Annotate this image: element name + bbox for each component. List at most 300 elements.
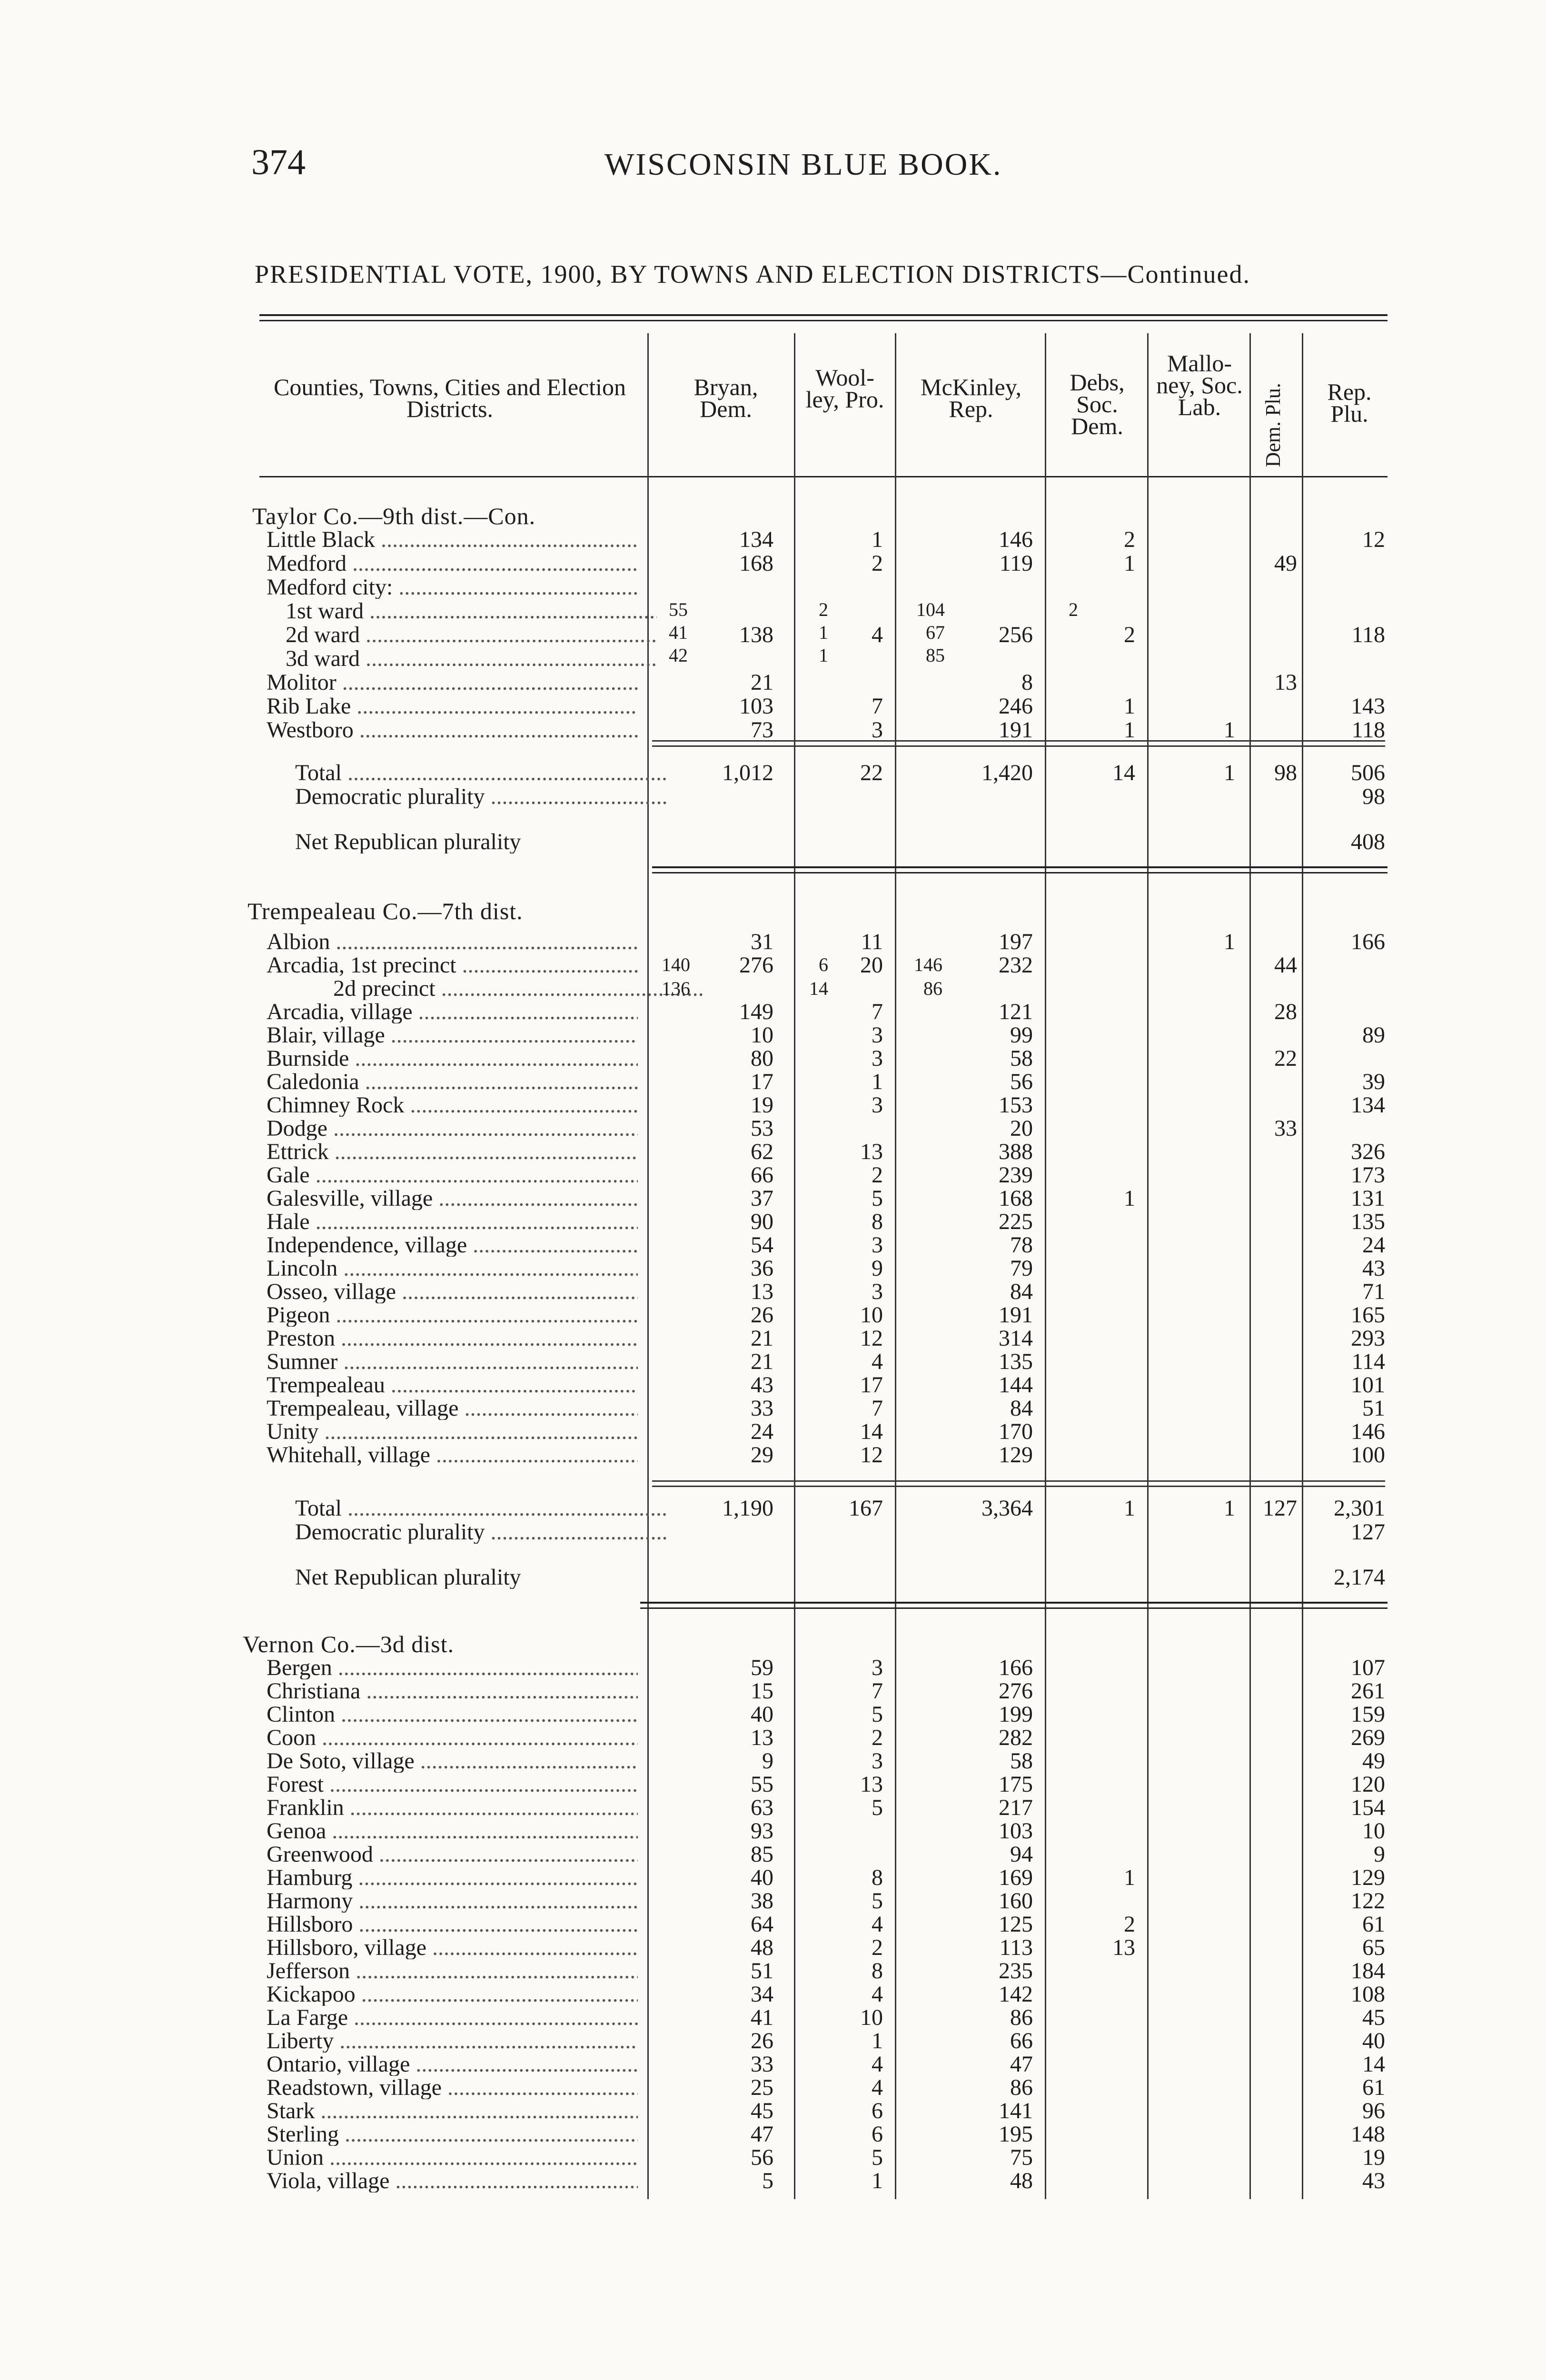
cell-mck: 170 [999,1419,1033,1444]
cell-bryan: 54 [751,1232,773,1258]
row-label: Arcadia, 1st precinct ..... [267,954,638,977]
cell-rep: 154 [1351,1795,1385,1820]
cell-rep: 159 [1351,1702,1385,1727]
cell-bryan: 25 [751,2075,773,2100]
section-rule [640,1607,1387,1609]
table-row [0,695,1546,718]
cell-rep: 261 [1351,1678,1385,1704]
cell-bryan: 47 [751,2122,773,2147]
table-row [0,954,1546,977]
cell-dem: 28 [1274,999,1297,1024]
cell-mck: 84 [1010,1396,1033,1421]
cell-bryan: 55 [751,1772,773,1797]
table-subtitle: PRESIDENTIAL VOTE, 1900, BY TOWNS AND ELECTION DISTRICTS—Continued. [255,260,1250,288]
total-label: Total ..... [295,762,666,784]
cell-wool: 7 [872,694,883,719]
row-label: Blair, village ..... [267,1024,638,1047]
table-row [0,762,1546,784]
header-rep: Rep. Plu. [1327,378,1372,427]
cell-bryan: 62 [751,1139,773,1164]
table-row [0,552,1546,575]
cell-rep: 293 [1351,1326,1385,1351]
cell-mck: 388 [999,1139,1033,1164]
table-row [0,1420,1546,1443]
row-label: Whitehall, village ..... [267,1444,638,1467]
dem-plurality-label: Democratic plurality ..... [295,1521,666,1544]
cell-rep: 166 [1351,929,1385,954]
cell-wool: 20 [860,952,883,978]
cell-rep: 43 [1362,1256,1385,1281]
cell-wool: 12 [860,1442,883,1468]
row-label: Rib Lake ..... [267,695,638,718]
cell-rep: 269 [1351,1725,1385,1750]
table-row [0,831,1546,853]
cell-wool: 5 [872,1795,883,1820]
cell-wool: 4 [872,2075,883,2100]
cell-bryan: 21 [751,1326,773,1351]
sub-bryan-3: 42 [669,645,688,666]
cell-wool: 4 [872,2052,883,2077]
cell-wool: 3 [872,717,883,743]
table-row [0,600,1546,623]
cell-mck: 94 [1010,1842,1033,1867]
table-row [0,1001,1546,1023]
cell-bryan: 13 [751,1725,773,1750]
header-bryan: Bryan, Dem. [694,374,758,422]
cell-debs: 2 [1124,622,1135,647]
row-label: Medford ..... [267,552,638,575]
row-label: Galesville, village ..... [267,1187,638,1210]
row-label: 2d precinct ..... [333,977,704,1000]
row-label: Osseo, village ..... [267,1280,638,1303]
section-title-vernon: Vernon Co.—3d dist. [243,1631,454,1657]
cell-rep: 118 [1351,622,1385,647]
cell-wool: 13 [860,1139,883,1164]
net-rep: 408 [1351,829,1385,854]
table-row [0,576,1546,599]
cell-mck: 225 [999,1209,1033,1234]
row-label: Arcadia, village ..... [267,1001,638,1023]
sub-wool-1: 6 [819,954,828,975]
cell-rep: 19 [1362,2145,1385,2170]
cell-wool: 4 [872,1982,883,2007]
cell-rep: 135 [1351,1209,1385,1234]
table-row [0,1656,1546,1679]
cell-mck: 195 [999,2122,1033,2147]
cell-wool: 6 [872,2122,883,2147]
dem-plurality-rep: 127 [1351,1519,1385,1545]
cell-rep: 134 [1351,1092,1385,1118]
table-row [0,2100,1546,2122]
cell-debs: 13 [1112,1935,1135,1960]
cell-bryan: 64 [751,1912,773,1937]
cell-bryan: 26 [751,1302,773,1328]
total-dem: 98 [1274,760,1297,785]
cell-wool: 3 [872,1748,883,1774]
table-row [0,1497,1546,1520]
table-row [0,1164,1546,1187]
table-row [0,1187,1546,1210]
row-label: Little Black ..... [267,528,638,551]
table-row [0,1521,1546,1544]
section-rule [640,1602,1387,1604]
net-label: Net Republican plurality [295,1566,521,1589]
row-label: Independence, village ..... [267,1234,638,1257]
table-row [0,1280,1546,1303]
cell-wool: 2 [872,551,883,576]
sub-wool-2: 1 [819,622,828,643]
cell-debs: 1 [1124,551,1135,576]
cell-mck: 276 [999,1678,1033,1704]
net-rep: 2,174 [1334,1565,1385,1590]
cell-mck: 191 [999,1302,1033,1328]
cell-bryan: 134 [739,527,773,552]
cell-mck: 199 [999,1702,1033,1727]
total-mall: 1 [1224,760,1235,785]
cell-bryan: 48 [751,1935,773,1960]
row-label: Bergen ..... [267,1656,638,1679]
cell-mck: 256 [999,622,1033,647]
cell-dem: 44 [1274,952,1297,978]
cell-mall: 1 [1224,929,1235,954]
header-name: Counties, Towns, Cities and Election Districts. [274,374,626,422]
row-label: De Soto, village ..... [267,1750,638,1773]
cell-debs: 1 [1124,1865,1135,1890]
cell-wool: 5 [872,2145,883,2170]
cell-bryan: 38 [751,1888,773,1914]
sub-mck-1: 146 [914,954,942,975]
row-label: 1st ward ..... [286,600,657,623]
total-mck: 3,364 [981,1496,1033,1521]
total-rep: 506 [1351,760,1385,785]
cell-mck: 58 [1010,1748,1033,1774]
cell-bryan: 63 [751,1795,773,1820]
row-label: Ontario, village ..... [267,2053,638,2076]
cell-mck: 20 [1010,1116,1033,1141]
cell-rep: 120 [1351,1772,1385,1797]
cell-bryan: 40 [751,1702,773,1727]
table-row [0,1913,1546,1936]
cell-rep: 101 [1351,1372,1385,1398]
table-row [0,1820,1546,1843]
cell-bryan: 26 [751,2028,773,2053]
cell-debs: 1 [1124,694,1135,719]
table-row [0,1983,1546,2006]
cell-wool: 3 [872,1279,883,1304]
cell-bryan: 56 [751,2145,773,2170]
row-label: Forest ..... [267,1773,638,1796]
cell-wool: 2 [872,1725,883,1750]
row-label: Trempealeau, village ..... [267,1397,638,1420]
table-row [0,1140,1546,1163]
table-row [0,1726,1546,1749]
header-wool: Wool-ley, Pro. [805,364,884,413]
cell-mck: 135 [999,1349,1033,1374]
cell-rep: 45 [1362,2005,1385,2030]
row-label: Coon ..... [267,1726,638,1749]
cell-mck: 48 [1010,2168,1033,2193]
cell-mck: 232 [999,952,1033,978]
cell-wool: 4 [872,1349,883,1374]
cell-dem: 33 [1274,1116,1297,1141]
row-label: Chimney Rock ..... [267,1094,638,1117]
cell-mck: 142 [999,1982,1033,2007]
cell-rep: 24 [1362,1232,1385,1258]
cell-mck: 191 [999,717,1033,743]
cell-bryan: 10 [751,1022,773,1048]
table-row [0,1960,1546,1983]
cell-bryan: 17 [751,1069,773,1094]
total-rep: 2,301 [1334,1496,1385,1521]
cell-debs: 1 [1124,1186,1135,1211]
table-row [0,1866,1546,1889]
table-row [0,1773,1546,1796]
total-mck: 1,420 [981,760,1033,785]
sub-mck-2: 86 [923,978,942,999]
cell-wool: 3 [872,1655,883,1680]
cell-wool: 10 [860,2005,883,2030]
cell-bryan: 29 [751,1442,773,1468]
table-row [0,1350,1546,1373]
header-rule-top-2 [259,320,1387,321]
row-label: Molitor ..... [267,671,638,694]
row-label: Harmony ..... [267,1890,638,1913]
cell-mck: 99 [1010,1022,1033,1048]
table-row [0,1374,1546,1397]
total-dem: 127 [1263,1496,1297,1521]
row-label: Jefferson ..... [267,1960,638,1983]
table-row [0,1703,1546,1726]
row-label: Caledonia ..... [267,1071,638,1093]
cell-mck: 56 [1010,1069,1033,1094]
cell-bryan: 66 [751,1162,773,1188]
table-row [0,528,1546,551]
row-label: Hillsboro ..... [267,1913,638,1936]
cell-mck: 197 [999,929,1033,954]
total-mall: 1 [1224,1496,1235,1521]
row-label: Lincoln ..... [267,1257,638,1280]
total-wool: 22 [860,760,883,785]
book-title: WISCONSIN BLUE BOOK. [605,147,1002,182]
table-row [0,1890,1546,1913]
cell-mck: 58 [1010,1046,1033,1071]
table-row [0,2146,1546,2169]
sub-bryan-2: 136 [662,978,690,999]
row-label: Greenwood ..... [267,1843,638,1866]
table-row [0,2076,1546,2099]
cell-debs: 2 [1124,1912,1135,1937]
row-label: Hamburg ..... [267,1866,638,1889]
cell-wool: 6 [872,2098,883,2123]
table-row [0,1680,1546,1703]
cell-bryan: 13 [751,1279,773,1304]
page-number: 374 [251,142,306,182]
cell-wool: 5 [872,1702,883,1727]
cell-wool: 2 [872,1935,883,1960]
cell-rep: 118 [1351,717,1385,743]
cell-mck: 146 [999,527,1033,552]
table-row [0,1444,1546,1467]
cell-wool: 1 [872,527,883,552]
cell-wool: 8 [872,1865,883,1890]
cell-bryan: 24 [751,1419,773,1444]
cell-rep: 65 [1362,1935,1385,1960]
cell-rep: 148 [1351,2122,1385,2147]
section-rule [652,866,1387,868]
table-row [0,1117,1546,1140]
section-title-trempealeau: Trempealeau Co.—7th dist. [248,898,523,924]
table-row [0,1750,1546,1773]
cell-rep: 61 [1362,2075,1385,2100]
sub-wool-1: 2 [819,599,828,620]
row-label: 2d ward ..... [286,624,657,646]
cell-rep: 146 [1351,1419,1385,1444]
table-row [0,671,1546,694]
table-row [0,785,1546,808]
cell-mck: 141 [999,2098,1033,2123]
cell-rep: 71 [1362,1279,1385,1304]
row-label: Union ..... [267,2146,638,2169]
table-row [0,2123,1546,2146]
cell-wool: 3 [872,1232,883,1258]
cell-mck: 121 [999,999,1033,1024]
table-row [0,1047,1546,1070]
row-label: Gale ..... [267,1164,638,1187]
cell-bryan: 59 [751,1655,773,1680]
dem-plurality-rep: 98 [1362,784,1385,809]
cell-rep: 39 [1362,1069,1385,1094]
total-bryan: 1,012 [722,760,773,785]
cell-rep: 49 [1362,1748,1385,1774]
cell-mck: 175 [999,1772,1033,1797]
row-label: La Farge ..... [267,2006,638,2029]
sub-mck-3: 85 [926,645,945,666]
table-row [0,2170,1546,2192]
row-label: Ettrick ..... [267,1140,638,1163]
row-label: Westboro ..... [267,719,638,742]
table-row [0,1257,1546,1280]
cell-bryan: 41 [751,2005,773,2030]
cell-mck: 47 [1010,2052,1033,2077]
cell-mck: 125 [999,1912,1033,1937]
cell-bryan: 21 [751,670,773,695]
row-label: Trempealeau ..... [267,1374,638,1397]
cell-rep: 114 [1351,1349,1385,1374]
cell-mck: 103 [999,1818,1033,1844]
cell-rep: 89 [1362,1022,1385,1048]
header-rule-top [259,314,1387,316]
row-label: Readstown, village ..... [267,2076,638,2099]
cell-bryan: 168 [739,551,773,576]
row-label: 3d ward ..... [286,647,657,670]
cell-mck: 160 [999,1888,1033,1914]
cell-mck: 84 [1010,1279,1033,1304]
cell-rep: 10 [1362,1818,1385,1844]
total-bryan: 1,190 [722,1496,773,1521]
table-row [0,624,1546,646]
cell-mck: 314 [999,1326,1033,1351]
table-row [0,1327,1546,1350]
cell-rep: 40 [1362,2028,1385,2053]
cell-bryan: 53 [751,1116,773,1141]
cell-wool: 1 [872,1069,883,1094]
cell-mck: 79 [1010,1256,1033,1281]
cell-mck: 75 [1010,2145,1033,2170]
cell-bryan: 73 [751,717,773,743]
row-label: Albion ..... [267,931,638,953]
cell-mck: 235 [999,1958,1033,1983]
sub-debs-1: 2 [1069,599,1078,620]
cell-bryan: 5 [762,2168,773,2193]
dem-plurality-label: Democratic plurality ..... [295,785,666,808]
cell-wool: 7 [872,1396,883,1421]
cell-rep: 131 [1351,1186,1385,1211]
total-rule [652,740,1385,747]
cell-mck: 239 [999,1162,1033,1188]
cell-wool: 10 [860,1302,883,1328]
header-debs: Debs, Soc. Dem. [1070,369,1125,439]
cell-rep: 108 [1351,1982,1385,2007]
row-label: Liberty ..... [267,2030,638,2053]
cell-bryan: 45 [751,2098,773,2123]
cell-mck: 86 [1010,2075,1033,2100]
cell-mck: 86 [1010,2005,1033,2030]
row-label: Stark ..... [267,2100,638,2122]
table-row [0,1304,1546,1327]
cell-bryan: 9 [762,1748,773,1774]
row-label: Medford city: ..... [267,576,638,599]
cell-wool: 4 [872,622,883,647]
cell-bryan: 103 [739,694,773,719]
cell-bryan: 93 [751,1818,773,1844]
cell-mck: 217 [999,1795,1033,1820]
cell-rep: 14 [1362,2052,1385,2077]
total-label: Total ..... [295,1497,666,1520]
cell-rep: 9 [1374,1842,1385,1867]
cell-rep: 122 [1351,1888,1385,1914]
sub-wool-2: 14 [809,978,828,999]
sub-mck-1: 104 [916,599,945,620]
cell-mck: 119 [999,551,1033,576]
row-label: Burnside ..... [267,1047,638,1070]
cell-rep: 51 [1362,1396,1385,1421]
cell-bryan: 15 [751,1678,773,1704]
row-label: Viola, village ..... [267,2170,638,2192]
row-label: Franklin ..... [267,1796,638,1819]
sub-bryan-1: 55 [669,599,688,620]
row-label: Unity ..... [267,1420,638,1443]
cell-rep: 173 [1351,1162,1385,1188]
table-row [0,1071,1546,1093]
header-rule-bottom [259,476,1387,477]
cell-bryan: 19 [751,1092,773,1118]
cell-rep: 61 [1362,1912,1385,1937]
cell-rep: 43 [1362,2168,1385,2193]
section-rule [652,872,1387,873]
cell-wool: 12 [860,1326,883,1351]
table-row [0,1397,1546,1420]
cell-bryan: 34 [751,1982,773,2007]
cell-wool: 3 [872,1092,883,1118]
cell-bryan: 40 [751,1865,773,1890]
header-mall: Mallo-ney, Soc. Lab. [1156,350,1243,420]
cell-wool: 5 [872,1888,883,1914]
table-row [0,2053,1546,2076]
net-label: Net Republican plurality [295,831,521,853]
cell-bryan: 21 [751,1349,773,1374]
cell-wool: 8 [872,1209,883,1234]
cell-rep: 107 [1351,1655,1385,1680]
